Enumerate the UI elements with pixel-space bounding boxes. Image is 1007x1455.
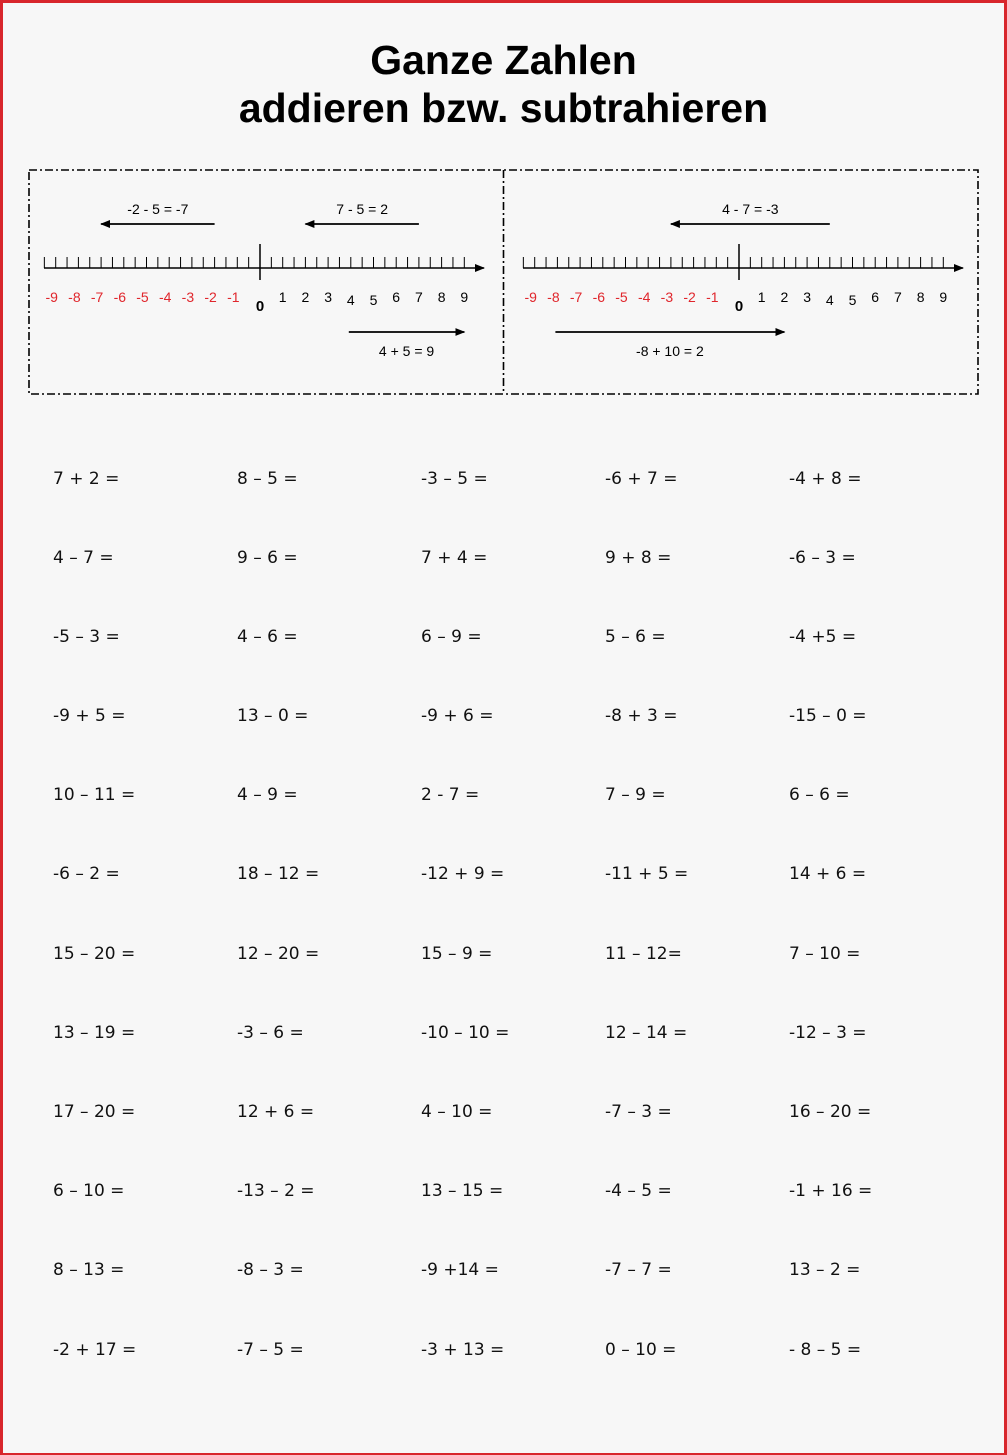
exercise-item: 7 – 9 = [605,785,666,806]
tick-label-positive: 6 [871,289,880,305]
exercise-item: -4 – 5 = [605,1181,672,1202]
tick-label-positive: 3 [324,289,332,305]
exercise-item: 2 - 7 = [421,785,480,806]
exercise-item: -3 – 6 = [237,1022,304,1043]
operation-label: 7 - 5 = 2 [336,201,389,217]
exercise-row [53,1231,973,1310]
exercise-item: 17 – 20 = [53,1101,136,1122]
exercise-item: 7 + 4 = [421,548,488,568]
tick-label-positive: 6 [392,289,401,305]
exercise-item: -3 + 13 = [421,1339,505,1360]
tick-label-negative: -7 [569,289,583,305]
exercise-item: -15 – 0 = [789,706,867,726]
tick-label-negative: -3 [660,289,674,305]
exercise-item: 4 – 6 = [237,627,298,647]
exercise-item: -8 – 3 = [237,1260,304,1281]
tick-label-negative: -1 [706,289,719,305]
exercise-item: -7 – 5 = [237,1339,304,1360]
exercise-item: -8 + 3 = [605,706,678,726]
number-line-right [523,201,963,359]
operation-label: 4 + 5 = 9 [378,343,435,359]
exercise-item: 8 – 5 = [237,469,298,489]
exercise-item: -7 – 3 = [605,1101,672,1122]
exercise-item: -10 – 10 = [421,1022,510,1043]
number-line-examples [28,169,979,395]
exercise-row [53,519,973,598]
tick-label-positive: 9 [939,289,948,305]
exercise-item: -2 + 17 = [53,1339,137,1360]
exercise-item: -7 – 7 = [605,1260,672,1281]
exercise-row [53,1152,973,1231]
tick-label-positive: 2 [780,289,789,305]
exercise-item: 8 – 13 = [53,1260,125,1281]
tick-label-negative: -8 [547,289,560,305]
exercise-grid [53,440,973,1390]
tick-label-positive: 2 [301,289,310,305]
exercise-item: -6 – 3 = [789,548,856,568]
exercise-item: -6 + 7 = [605,469,678,489]
tick-label-positive: 3 [803,289,811,305]
exercise-item: 10 – 11 = [53,785,136,806]
tick-label-zero: 0 [255,298,265,315]
exercise-item: -12 – 3 = [789,1022,867,1043]
exercise-item: -5 – 3 = [53,627,120,647]
tick-label-negative: -4 [158,289,172,305]
tick-label-negative: -6 [592,289,606,305]
exercise-item: 4 – 9 = [237,785,298,806]
tick-label-negative: -5 [136,289,149,305]
exercise-item: 13 – 15 = [421,1181,504,1202]
exercise-item: 0 – 10 = [605,1339,677,1360]
exercise-item: -4 +5 = [789,627,857,647]
tick-label-negative: -2 [683,289,696,305]
exercise-item: -13 – 2 = [237,1181,315,1202]
exercise-item: 15 – 20 = [53,943,136,964]
exercise-row [53,994,973,1073]
tick-label-negative: -1 [227,289,240,305]
exercise-row [53,756,973,835]
tick-label-positive: 9 [460,289,469,305]
exercise-item: -9 + 5 = [53,706,126,726]
exercise-row [53,440,973,519]
tick-label-negative: -7 [90,289,104,305]
exercise-item: -12 + 9 = [421,864,505,885]
exercise-item: 6 – 9 = [421,627,482,647]
tick-label-negative: -2 [204,289,217,305]
tick-label-positive: 7 [894,289,902,305]
tick-label-positive: 4 [825,292,834,308]
exercise-item: 5 – 6 = [605,627,666,647]
tick-label-positive: 1 [278,289,287,305]
number-line-left [44,201,484,359]
tick-label-negative: -9 [45,289,58,305]
tick-label-positive: 8 [437,289,446,305]
tick-label-positive: 8 [916,289,925,305]
exercise-item: 9 + 8 = [605,548,672,568]
tick-label-positive: 1 [757,289,766,305]
exercise-item: 12 – 20 = [237,943,320,964]
tick-label-negative: -9 [524,289,537,305]
page-title [0,36,1007,132]
exercise-item: 6 – 6 = [789,785,850,806]
tick-label-negative: -5 [615,289,628,305]
exercise-item: -3 – 5 = [421,469,488,489]
exercise-row [53,915,973,994]
exercise-item: 18 – 12 = [237,864,320,885]
exercise-item: -6 – 2 = [53,864,120,885]
exercise-item: -11 + 5 = [605,864,689,885]
exercise-item: 13 – 0 = [237,706,309,726]
exercise-item: -9 +14 = [421,1260,499,1281]
exercise-item: 7 – 10 = [789,943,861,964]
exercise-item: 13 – 19 = [53,1022,136,1043]
exercise-item: 11 – 12= [605,943,682,964]
exercise-item: 9 – 6 = [237,548,298,568]
exercise-item: 12 – 14 = [605,1022,688,1043]
exercise-item: 4 – 10 = [421,1101,493,1122]
exercise-row [53,677,973,756]
tick-label-positive: 5 [369,292,378,308]
exercise-item: - 8 – 5 = [789,1339,862,1360]
number-line-diagram [28,169,979,395]
tick-label-negative: -4 [637,289,651,305]
tick-label-negative: -8 [68,289,81,305]
operation-label: -2 - 5 = -7 [127,201,189,217]
exercise-item: -4 + 8 = [789,469,862,489]
exercise-item: 4 – 7 = [53,548,114,568]
exercise-row [53,598,973,677]
exercise-item: 13 – 2 = [789,1260,861,1281]
exercise-item: 14 + 6 = [789,864,867,885]
exercise-row [53,1311,973,1390]
title-line-2: addieren bzw. subtrahieren [238,85,769,131]
tick-label-positive: 7 [415,289,423,305]
tick-label-positive: 4 [346,292,355,308]
tick-label-negative: -6 [113,289,127,305]
exercise-item: -1 + 16 = [789,1181,873,1202]
exercise-item: -9 + 6 = [421,706,494,726]
exercise-item: 16 – 20 = [789,1101,872,1122]
exercise-row [53,835,973,914]
exercise-item: 7 + 2 = [53,469,120,489]
tick-label-positive: 5 [848,292,857,308]
title-line-1: Ganze Zahlen [370,37,637,83]
operation-label: -8 + 10 = 2 [636,343,704,359]
exercise-item: 12 + 6 = [237,1101,315,1122]
exercise-item: 15 – 9 = [421,943,493,964]
tick-label-zero: 0 [734,298,744,315]
exercise-row [53,1073,973,1152]
tick-label-negative: -3 [181,289,195,305]
exercise-item: 6 – 10 = [53,1181,125,1202]
operation-label: 4 - 7 = -3 [722,201,779,217]
